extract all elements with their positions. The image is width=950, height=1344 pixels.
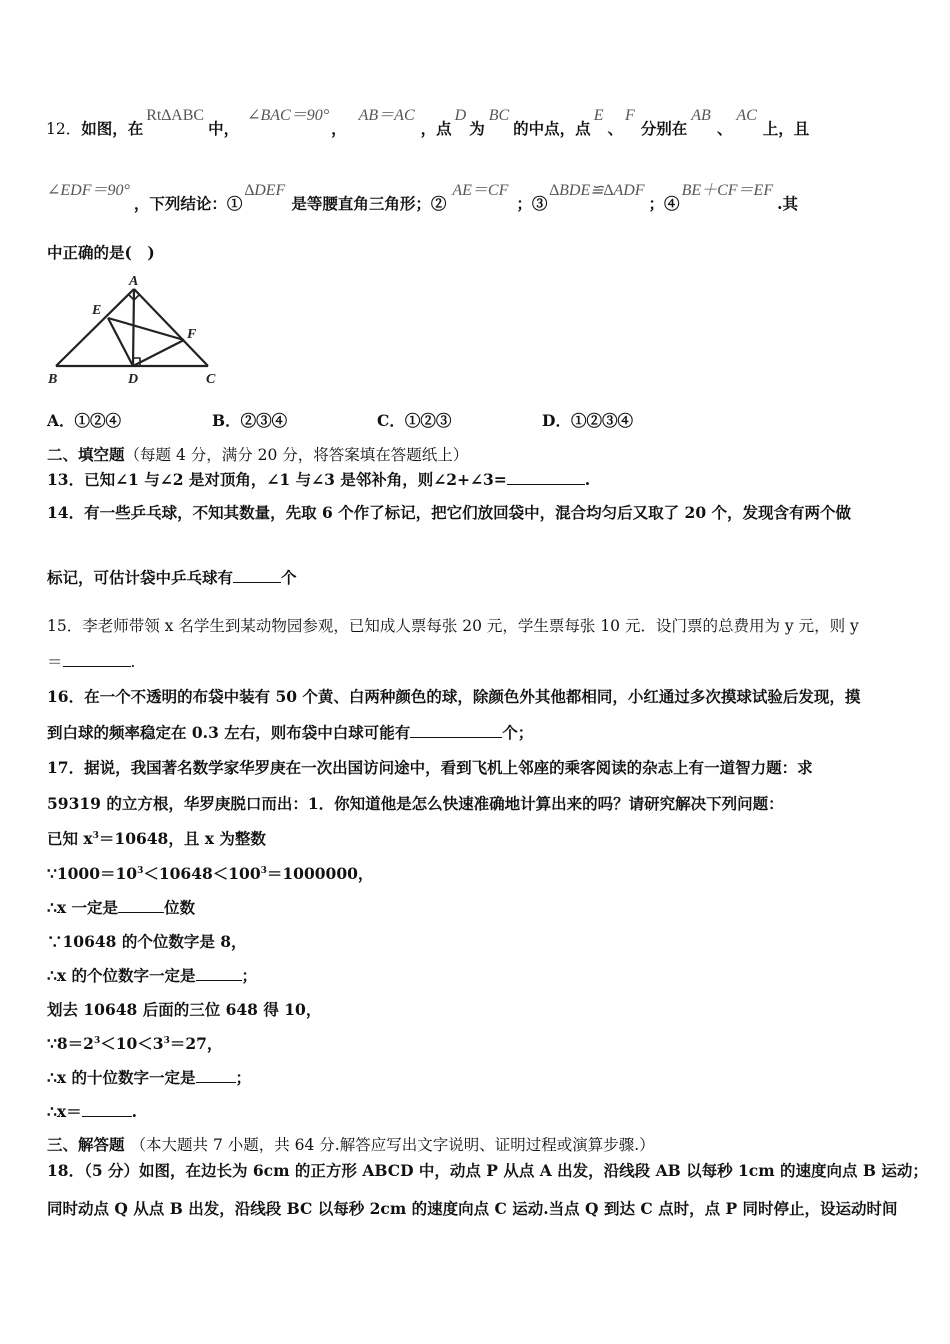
q14-answer-blank[interactable] [233, 568, 281, 583]
q15-line1: 15．李老师带领 x 名学生到某动物园参观，已知成人票每张 20 元，学生票每张 10 元．设门票的总费用为 y 元，则 y [47, 617, 859, 635]
q13-answer-blank[interactable] [507, 470, 585, 485]
side-ab [56, 289, 134, 366]
label-a: A [129, 274, 139, 289]
q17-step9: ∴x＝ . [47, 1102, 138, 1121]
triangle-figure [42, 272, 227, 390]
q17-step4: ∵10648 的个位数字是 8， [47, 932, 247, 951]
option-a[interactable]: A．①②④ [47, 411, 122, 430]
q17-tens-blank[interactable] [196, 1068, 236, 1083]
q16-line1: 16．在一个不透明的布袋中装有 50 个黄、白两种颜色的球，除颜色外其他都相同，小红通过多次摸球试验后发现，摸 [47, 687, 861, 706]
q16-answer-blank[interactable] [410, 723, 502, 738]
q17-step6: 划去 10648 后面的三位 648 得 10， [47, 1000, 322, 1019]
q12-line3: 中正确的是( ) [47, 243, 155, 262]
q16-line2: 到白球的频率稳定在 0.3 左右，则布袋中白球可能有 个； [47, 723, 534, 742]
q17-units-blank[interactable] [196, 966, 242, 981]
q15-line2: ＝ . [47, 653, 136, 671]
q14-line2: 标记，可估计袋中乒乓球有 个 [47, 568, 297, 587]
q17-step2: $\because 1000=10^3<10648<100^3=1000000$， [47, 864, 374, 883]
q17-step8: ∴x 的十位数字一定是 ； [47, 1068, 252, 1087]
q17-step3: ∴x 一定是 位数 [47, 898, 196, 917]
option-b[interactable]: B．②③④ [212, 411, 288, 430]
q12-line1: 12．如图，在Rt∆ABC中，∠BAC＝90°，AB＝AC，点D为BC的中点，点E、F分别在AB、AC上，且 [46, 107, 810, 138]
q15-answer-blank[interactable] [63, 652, 131, 667]
q14-line1: 14．有一些乒乓球，不知其数量，先取 6 个作了标记，把它们放回袋中，混合均匀后又取了 20 个，发现含有两个做 [47, 503, 852, 522]
label-c: C [206, 372, 216, 387]
q17-step7: $\because 8=2^3<10<3^3=27$， [47, 1034, 223, 1053]
q17-line2: 59319 的立方根，华罗庚脱口而出：1．你知道他是怎么快速准确地计算出来的吗？请研究解决下列问题： [47, 794, 784, 813]
label-e: E [92, 303, 102, 318]
q12-line2: ∠EDF＝90°，下列结论：①∆DEF是等腰直角三角形；②AE＝CF；③∆BDE≌∆ADF；④BE＋CF＝EF.其 [47, 182, 799, 213]
q18-line1: 18．（5 分）如图，在边长为 6cm 的正方形 ABCD 中，动点 P 从点 A 出发，沿线段 AB 以每秒 1cm 的速度向点 B 运动； [47, 1161, 928, 1180]
label-f: F [187, 327, 197, 342]
label-b: B [48, 372, 58, 387]
section-2-heading: 二、填空题（每题 4 分，满分 20 分，将答案填在答题纸上） [47, 445, 469, 464]
label-d: D [128, 372, 139, 387]
q18-line2: 同时动点 Q 从点 B 出发，沿线段 BC 以每秒 2cm 的速度向点 C 运动.当点 Q 到达 C 点时，点 P 同时停止，设运动时间 [47, 1199, 898, 1218]
section-3-heading: 三、解答题 （本大题共 7 小题，共 64 分.解答应写出文字说明、证明过程或演算步骤.） [47, 1135, 655, 1154]
q17-x-blank[interactable] [82, 1102, 132, 1117]
q17-step1: 已知 $x^3=10648$，且 x 为整数 [47, 829, 266, 848]
q17-digits-blank[interactable] [118, 898, 164, 913]
q13: 13．已知∠1 与∠2 是对顶角，∠1 与∠3 是邻补角，则∠2+∠3= . [47, 470, 591, 489]
option-c[interactable]: C．①②③ [377, 411, 452, 430]
option-d[interactable]: D．①②③④ [542, 411, 633, 430]
q17-line1: 17．据说，我国著名数学家华罗庚在一次出国访问途中，看到飞机上邻座的乘客阅读的杂志上有一道智力题：求 [47, 758, 813, 777]
q17-step5: ∴x 的个位数字一定是 ； [47, 966, 258, 985]
side-ac [134, 289, 208, 366]
